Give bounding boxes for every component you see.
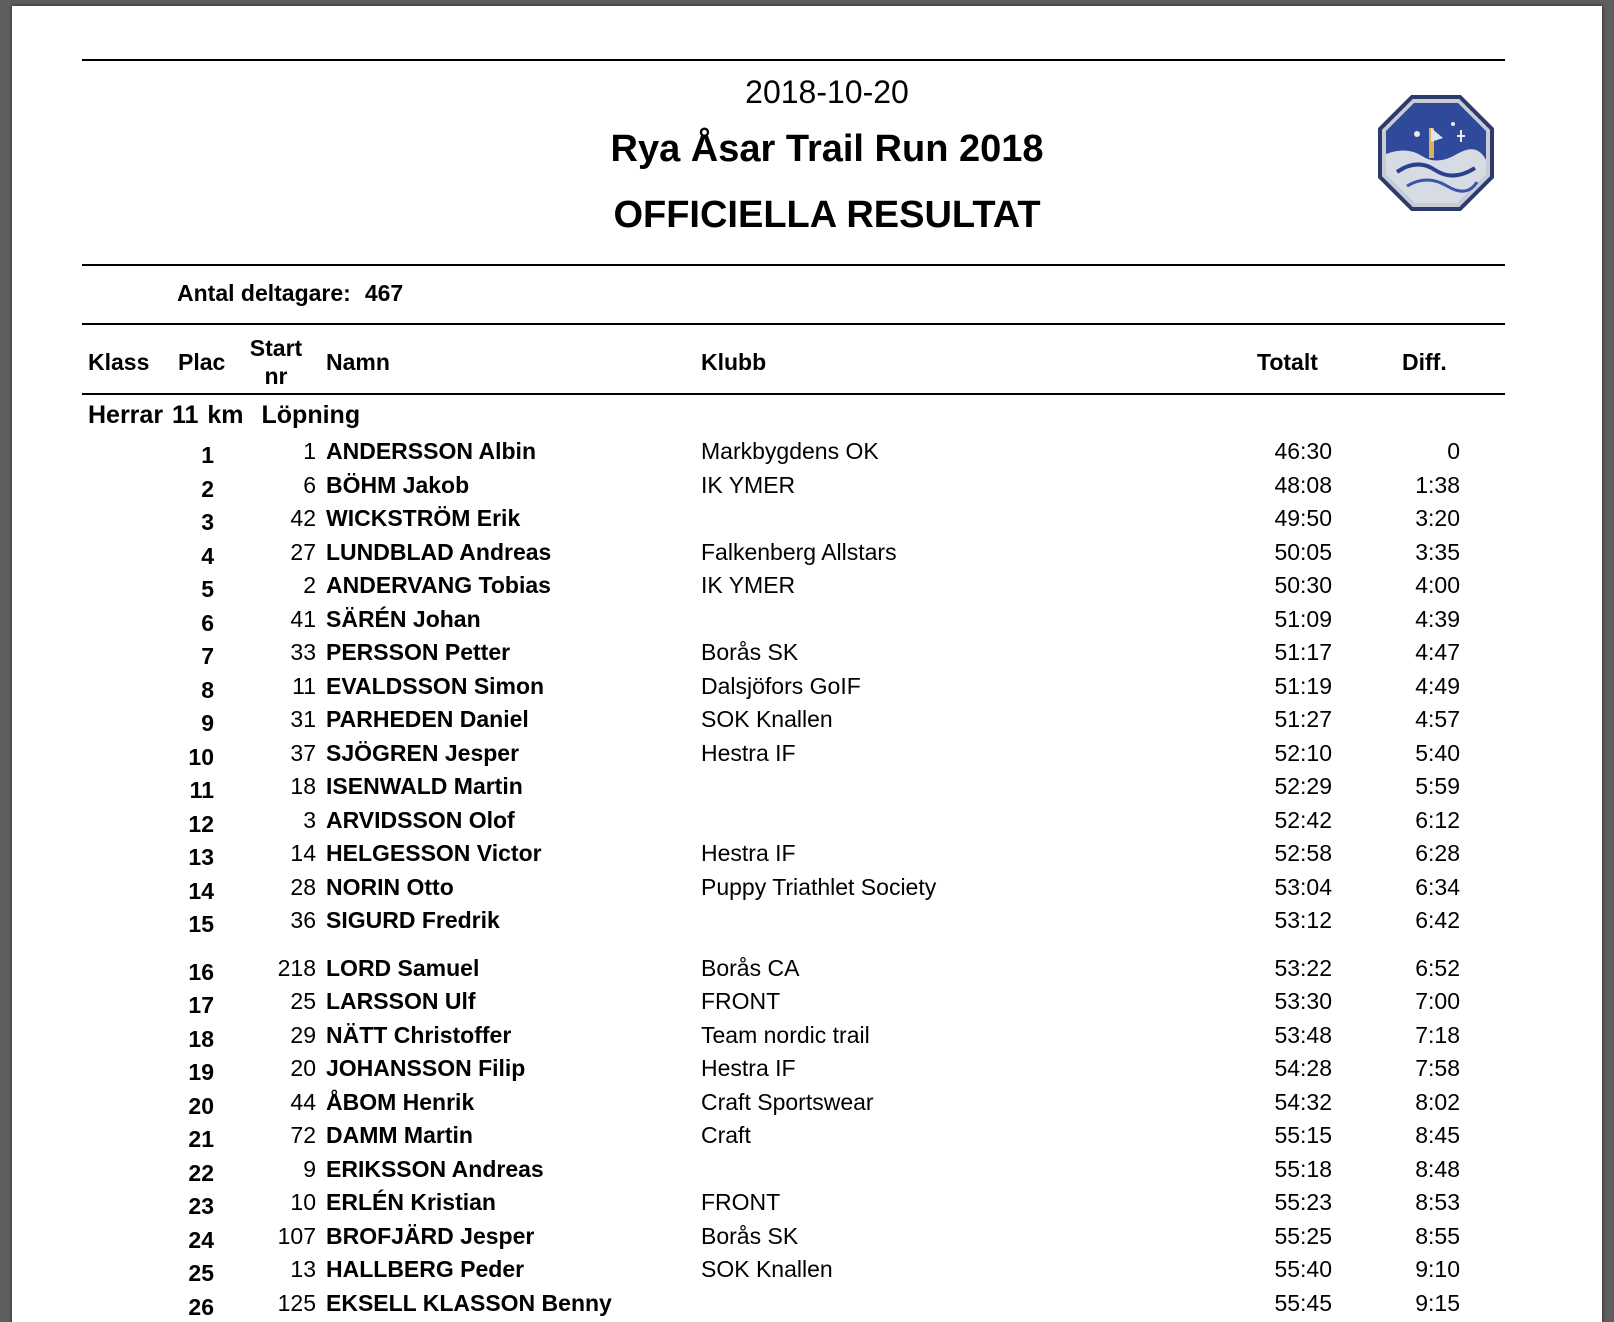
column-header-start-line1: Start (249, 335, 303, 361)
result-start-nr: 31 (290, 706, 316, 732)
result-plac: 1 (201, 442, 214, 468)
result-club: Borås SK (701, 1222, 799, 1249)
result-name: PARHEDEN Daniel (326, 706, 529, 732)
result-club: Craft (701, 1122, 751, 1148)
table-row (12, 740, 1602, 773)
result-start-nr: 13 (290, 1256, 316, 1282)
table-row (12, 1256, 1602, 1289)
result-total-time: 55:40 (1274, 1256, 1332, 1282)
top-rule (82, 59, 1505, 61)
table-row (12, 988, 1602, 1021)
result-total-time: 52:42 (1274, 806, 1332, 833)
result-start-nr: 33 (290, 639, 316, 665)
column-header-klubb: Klubb (701, 349, 767, 375)
result-total-time: 52:58 (1274, 840, 1332, 866)
result-diff: 6:52 (1415, 954, 1460, 981)
result-name: LARSSON Ulf (326, 988, 476, 1014)
result-total-time: 49:50 (1274, 505, 1332, 531)
table-row (12, 1055, 1602, 1088)
result-club: Falkenberg Allstars (701, 538, 897, 565)
result-plac: 7 (201, 643, 214, 669)
result-start-nr: 218 (277, 954, 316, 981)
result-total-time: 51:09 (1274, 605, 1332, 632)
result-club: Dalsjöfors GoIF (701, 672, 861, 699)
column-header-bottom-rule (82, 393, 1505, 395)
result-name: WICKSTRÖM Erik (326, 505, 521, 531)
column-header-namn: Namn (326, 349, 390, 375)
result-club: SOK Knallen (701, 706, 833, 732)
result-start-nr: 42 (290, 505, 316, 531)
table-row (12, 1223, 1602, 1256)
result-diff: 8:02 (1415, 1088, 1460, 1115)
result-total-time: 53:22 (1274, 954, 1332, 981)
result-total-time: 55:18 (1274, 1155, 1332, 1182)
column-header-diff: Diff. (1402, 349, 1447, 375)
result-total-time: 55:23 (1274, 1189, 1332, 1215)
result-name: EKSELL KLASSON Benny (326, 1289, 612, 1316)
result-diff: 3:20 (1415, 505, 1460, 531)
table-row (12, 840, 1602, 873)
result-plac: 6 (201, 609, 214, 636)
result-plac: 16 (188, 958, 214, 985)
result-club: FRONT (701, 1189, 781, 1215)
table-row (12, 1122, 1602, 1155)
table-row (12, 955, 1602, 988)
result-start-nr: 41 (290, 605, 316, 632)
result-total-time: 52:29 (1274, 773, 1332, 799)
result-start-nr: 72 (290, 1122, 316, 1148)
result-club: Borås CA (701, 954, 800, 981)
class-heading-klass: Herrar 11 km (88, 401, 244, 429)
result-name: EVALDSSON Simon (326, 672, 545, 699)
result-plac: 4 (201, 542, 214, 569)
result-name: HELGESSON Victor (326, 840, 542, 866)
result-start-nr: 27 (290, 538, 316, 565)
result-diff: 6:34 (1415, 873, 1460, 900)
result-club: Puppy Triathlet Society (701, 873, 937, 900)
result-diff: 8:45 (1415, 1122, 1460, 1148)
table-row (12, 505, 1602, 538)
table-row (12, 639, 1602, 672)
result-start-nr: 14 (290, 840, 316, 866)
result-name: ISENWALD Martin (326, 773, 523, 799)
result-start-nr: 107 (277, 1222, 316, 1249)
result-total-time: 55:25 (1274, 1222, 1332, 1249)
result-plac: 11 (189, 777, 214, 803)
result-name: ERIKSSON Andreas (326, 1155, 544, 1182)
result-diff: 4:47 (1415, 639, 1460, 665)
result-total-time: 46:30 (1274, 438, 1332, 464)
result-plac: 17 (188, 992, 214, 1018)
result-diff: 4:39 (1415, 605, 1460, 632)
result-name: SÄRÉN Johan (326, 605, 481, 632)
result-total-time: 52:10 (1274, 739, 1332, 766)
table-row (12, 1156, 1602, 1189)
result-diff: 0 (1447, 438, 1460, 464)
result-total-time: 53:48 (1274, 1021, 1332, 1048)
result-club: Borås SK (701, 639, 799, 665)
result-club: Craft Sportswear (701, 1088, 874, 1115)
column-header-start-nr (246, 334, 306, 390)
column-header-top-rule (82, 323, 1505, 325)
result-total-time: 55:15 (1274, 1122, 1332, 1148)
result-name: SJÖGREN Jesper (326, 739, 520, 766)
event-date: 2018-10-20 (745, 74, 909, 110)
result-plac: 2 (201, 475, 214, 502)
result-plac: 3 (201, 509, 214, 535)
result-plac: 19 (188, 1059, 214, 1085)
result-start-nr: 29 (290, 1021, 316, 1048)
result-start-nr: 9 (303, 1155, 316, 1182)
table-row (12, 572, 1602, 605)
result-name: SIGURD Fredrik (326, 907, 500, 933)
result-club: Hestra IF (701, 1055, 796, 1081)
column-header-start-line2: nr (264, 363, 288, 389)
result-plac: 25 (188, 1260, 214, 1286)
result-plac: 20 (188, 1092, 214, 1119)
result-plac: 23 (188, 1193, 214, 1219)
result-start-nr: 11 (292, 672, 316, 699)
result-diff: 6:28 (1415, 840, 1460, 866)
result-total-time: 51:17 (1274, 639, 1332, 665)
column-header-totalt: Totalt (1257, 349, 1318, 375)
result-name: LUNDBLAD Andreas (326, 538, 552, 565)
table-row (12, 1089, 1602, 1122)
result-total-time: 48:08 (1274, 471, 1332, 498)
result-plac: 8 (201, 676, 214, 703)
participant-count (177, 280, 403, 307)
result-name: ERLÉN Kristian (326, 1189, 496, 1215)
result-name: ARVIDSSON Olof (326, 806, 515, 833)
result-diff: 5:40 (1415, 739, 1460, 766)
result-total-time: 55:45 (1274, 1289, 1332, 1316)
result-name: DAMM Martin (326, 1122, 473, 1148)
table-row (12, 472, 1602, 505)
result-total-time: 53:04 (1274, 873, 1332, 900)
table-row (12, 1022, 1602, 1055)
result-diff: 5:59 (1415, 773, 1460, 799)
result-diff: 9:10 (1415, 1256, 1460, 1282)
result-total-time: 51:27 (1274, 706, 1332, 732)
table-row (12, 438, 1602, 471)
result-diff: 6:42 (1415, 907, 1460, 933)
result-diff: 7:18 (1415, 1021, 1460, 1048)
result-diff: 6:12 (1415, 806, 1460, 833)
result-total-time: 50:05 (1274, 538, 1332, 565)
result-start-nr: 10 (290, 1189, 316, 1215)
result-diff: 4:57 (1415, 706, 1460, 732)
result-club: FRONT (701, 988, 781, 1014)
result-plac: 5 (201, 576, 214, 602)
column-header-klass: Klass (88, 349, 150, 375)
result-total-time: 53:30 (1274, 988, 1332, 1014)
table-row (12, 1189, 1602, 1222)
result-club: Team nordic trail (701, 1021, 870, 1048)
result-diff: 9:15 (1415, 1289, 1460, 1316)
result-diff: 3:35 (1415, 538, 1460, 565)
table-row (12, 907, 1602, 940)
participant-count-value: 467 (364, 280, 404, 306)
result-plac: 12 (188, 810, 214, 837)
result-name: BÖHM Jakob (326, 471, 470, 498)
result-club: Markbygdens OK (701, 438, 879, 464)
result-name: JOHANSSON Filip (326, 1055, 526, 1081)
result-start-nr: 36 (290, 907, 316, 933)
result-start-nr: 3 (303, 806, 316, 833)
result-club: IK YMER (701, 471, 796, 498)
result-name: PERSSON Petter (326, 639, 511, 665)
result-start-nr: 18 (290, 773, 316, 799)
table-row (12, 773, 1602, 806)
result-plac: 9 (201, 710, 214, 736)
result-start-nr: 37 (290, 739, 316, 766)
result-diff: 7:00 (1415, 988, 1460, 1014)
result-total-time: 54:32 (1274, 1088, 1332, 1115)
result-diff: 1:38 (1415, 471, 1460, 498)
result-name: NÄTT Christoffer (326, 1021, 512, 1048)
result-start-nr: 20 (290, 1055, 316, 1081)
result-start-nr: 125 (277, 1289, 316, 1316)
club-emblem-icon (1377, 94, 1495, 212)
result-plac: 26 (188, 1293, 214, 1320)
table-row (12, 673, 1602, 706)
result-club: IK YMER (701, 572, 796, 598)
result-start-nr: 1 (303, 438, 316, 464)
table-row (12, 706, 1602, 739)
result-start-nr: 6 (303, 471, 316, 498)
result-name: HALLBERG Peder (326, 1256, 525, 1282)
result-plac: 14 (188, 877, 214, 904)
class-heading-discipline: Löpning (261, 401, 361, 429)
table-row (12, 874, 1602, 907)
class-heading (88, 401, 360, 430)
participant-count-label: Antal deltagare: (177, 280, 351, 306)
result-total-time: 54:28 (1274, 1055, 1332, 1081)
header-rule (82, 264, 1505, 266)
result-plac: 21 (188, 1126, 214, 1152)
result-name: ANDERVANG Tobias (326, 572, 551, 598)
result-start-nr: 28 (290, 873, 316, 900)
result-name: LORD Samuel (326, 954, 480, 981)
result-plac: 15 (188, 911, 214, 937)
result-start-nr: 44 (290, 1088, 316, 1115)
result-diff: 7:58 (1415, 1055, 1460, 1081)
result-name: ANDERSSON Albin (326, 438, 536, 464)
result-club: Hestra IF (701, 739, 796, 766)
event-title: Rya Åsar Trail Run 2018 (610, 128, 1044, 170)
result-plac: 10 (188, 743, 214, 770)
result-plac: 22 (188, 1159, 214, 1186)
result-name: BROFJÄRD Jesper (326, 1222, 535, 1249)
result-diff: 8:53 (1415, 1189, 1460, 1215)
result-total-time: 50:30 (1274, 572, 1332, 598)
result-plac: 13 (188, 844, 214, 870)
result-total-time: 51:19 (1274, 672, 1332, 699)
result-diff: 8:48 (1415, 1155, 1460, 1182)
result-name: NORIN Otto (326, 873, 454, 900)
result-plac: 24 (188, 1226, 214, 1253)
result-diff: 4:00 (1415, 572, 1460, 598)
results-subtitle: OFFICIELLA RESULTAT (613, 194, 1041, 236)
result-diff: 4:49 (1415, 672, 1460, 699)
table-row (12, 807, 1602, 840)
table-row (12, 1290, 1602, 1322)
table-row (12, 539, 1602, 572)
column-header-plac: Plac (178, 349, 226, 375)
result-club: Hestra IF (701, 840, 796, 866)
result-start-nr: 25 (290, 988, 316, 1014)
result-total-time: 53:12 (1274, 907, 1332, 933)
result-diff: 8:55 (1415, 1222, 1460, 1249)
table-row (12, 606, 1602, 639)
result-plac: 18 (188, 1025, 214, 1052)
result-name: ÅBOM Henrik (326, 1088, 475, 1115)
result-club: SOK Knallen (701, 1256, 833, 1282)
result-start-nr: 2 (303, 572, 316, 598)
results-page (12, 6, 1602, 1322)
